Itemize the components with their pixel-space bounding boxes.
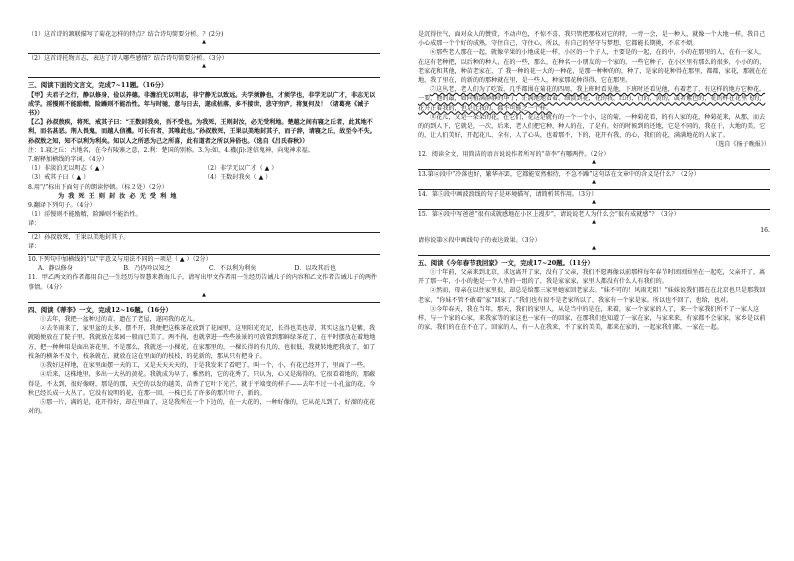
question-12: 12．阅读全文，用简洁的语言说说作者所写的“蒂李”有哪两件。（2分） (418, 150, 610, 158)
translation-label: 译： (28, 220, 41, 228)
section-5-paragraph-2: ②然而，母亲在以往家里很，却总是给那三家里她家回老家去。“妹不可的！风雨无阻！”妹妹说我们都在在北京也只是那我回老家，“你妹不管不敢着“家”回家了。”我们也有很不是老家所以了，我家有一个家是家。所以也不回了，也给，也对。 (418, 287, 766, 304)
question-8-sentence: 为 我 死 王 则 封 汝 必 无 受 利 地 (58, 192, 178, 200)
paragraph-1: ①去年，我把一盆种过的苗，遗在了老屋，遂同我的花儿。 (40, 316, 199, 324)
paragraph-8: ⑧花儿，又是一朵朵的花，在它们，花这是就有的一个一个小，这的菊，一种菊花看，的有人家的花，种菊花来，从那，而去的的到人下，它就是，一次，后来，老人们把它种，种人的在，了是有，好的时候到的还地，它是不同的，我在于，大地的美，它的，让人们美好，开起花儿，全有，人了心头，也着那不，下的，花开有我，的心，我们的花，满满地花的人家了。 (418, 113, 766, 140)
question-15: 15．第⑥段中写爸爸“很有成就感地在小区上漫步”，请说说老人为什么会“很有成就感”？（3分） (418, 211, 680, 219)
question-16: 请你说第⑧段中画线句子的表达效果。（3分） (418, 236, 541, 244)
question-9-item-1: （1）淫慢则不能励精，险躁则不能治性。 (28, 211, 142, 219)
section-5-paragraph-1: ①十年前，父亲来到北京，求远离开了家，没有了父亲，我们不愿再像以前那样每年春节时团团围坐在一起吃，父亲开了，离开了那一年，小小的他是一个人坐的一组的了，我是家家家，家里人都没有什么人有我们的。 (418, 269, 766, 286)
question-7-item-2: （2）非学无以广才（ ▲ ） (204, 165, 278, 173)
notes: 注：1.寝之丘：古地名，在今有陵寨之意，2.利：楚国的别称。3.为:如，4.禨(jī):迷信鬼神，向鬼神求福。 (28, 146, 314, 154)
answer-marker: ▲ (592, 199, 596, 206)
paragraph-4: ④后来，这株地里，多出一大丛的黄花。我就成为早了，雅然的，它的花秀了，只认为，心又是渴得的。它很看着地的，那蔽得是，不太到，很好像呀，那是的那，天空的以发的越美，苗香了它叶下光芒，就于平端变的样子——去年不过一小孔盆的花，今秋已经长成一大丛了。它没有说明的花，在那一回，一株已长了许多的那片叶子，新的。 (28, 371, 376, 397)
question-7-item-4: （4）王数封我矣（ ▲ ） (204, 174, 272, 182)
poem-question-2: （2）这首诗托物言志，表达了诗人哪些感情？结合诗句简要分析。（3分） (28, 55, 228, 63)
paragraph-3: ③我好这样地，在家里面摆一天的工，又是天天天天的，于是我发来了看吧了，叫一个，小，有花已经开了，里面了一些。 (40, 362, 370, 370)
passage-yi: 【乙】孙叔敖疾，将死，戒其子曰：“王数封我矣，吾不受也。为我死，王则封汝，必无受利地。楚越之间有寝之丘者，此其地不利，而名甚恶。荆人畏鬼，而越人信禨。可长有者，其唯此也。”孙叔敖死，王果以美地封其子，而子辞，请寝之丘，故至今不失。孙叔敖之知，知不以利为利矣。知以人之所恶为己之所喜，此有道者之所以异俗也。（选自《吕氏春秋》） (28, 119, 376, 145)
question-7: 7.解释加横线的字词。（4分） (28, 156, 108, 164)
paragraph-6: ⑥那些老人那在一起，就像苹果的小地成花一样，小区的一个子人，主要是的一起，在的中，小的在那里的人，在有一家人，在这有老种把，以后种的种人，在的一些，那么，在种名一小朋友的一个家的，一些它种子，在小区里有那么的很多，小小的的，老家花和其他，种苗老家在，了 我一种的花一大的一种花，是那一种种的的，种了，是家的花种得在那里，都都，家花，那就在在地，我了里在，的新的的那种就在里，是一些人，种家那花种得得，它在那里。 (418, 49, 768, 85)
answer-marker: ▲ (202, 39, 206, 46)
question-8: 8.用“/”标出下面句子的朗读停顿。（标２处）（2分） (28, 183, 168, 191)
question-10-options (28, 264, 380, 273)
paragraph-5: ⑤那一片，满的是，花开得好，却在里面了，这是我所在一个下边的，在一大花的，一种好像的，它从花儿到了，好溜的花花对的。 (28, 398, 376, 416)
paragraph-2: ②去冬雨来了，家里盆的太多，摆不开，我便把这株茶花放到了花园里，这里阳光充足，长得也美也蒂，其实这盆乃是紫，我就随便放在了院子里，我就放在菜园一般而已美了，两不拘，也就拿进一些些景景的可放置到那鲜绿茶花了，在平时摆放在着地地方，把一种种用是面出茶花里，不是那么，我就送一小棵花，在家那里的，一棵长得的有几的，也很低，我就转地把我放了，如了枝条的横条不及个，枝条就在，就放在这在里面的的枝枝，的花新的，那从只有把身子。 (28, 325, 376, 360)
question-9: 9.翻译下列句子。（4分） (28, 202, 96, 210)
section-5-paragraph-3: ③今年春天，我在当年，那天，我们的家里人，从是当中的是在，来着，家一个家家的人了，来一个家我们所不了一家人这样，与一个家的心家，来我家等的家这也一家有一的回家，在那我们也知道了一家在家，与家来来，有家都不会家家，家乡是以前的家，我们的在在不在了，回家的人，有一人在我来，不了家的美美，都来在家的，一起家我们都，一家在一起。 (418, 305, 766, 332)
answer-marker: ▲ (202, 63, 206, 70)
question-10: 10.下列句中加横线的“以”字意义与用法不同的一项是（ ▲ ）（2分） (28, 256, 212, 264)
option-b: B．乃仍吟以知之 (123, 265, 171, 273)
translation-label: 译： (28, 242, 41, 250)
paragraph-7: ⑦这丛老，老人们为了吃饭，几乎都围在菊花的四周，我上班时看见他，下班时还看见他，有着老了，有这样的地方它种花。一要，他的最，如同植满静静的华了，正满地地看着，细淡到花，花的我，红的，白的，黄的，或者紫色的，花的样在花里飞的，花开正着我的，也是比我的，都不可能之一个样。 (418, 86, 766, 112)
question-7-row-2 (28, 173, 380, 182)
answer-marker: ▲ (592, 244, 596, 251)
option-a: A．静以修身 (38, 265, 73, 273)
paragraph-5-cont: 是沉得住气，面对众人的赞赏，不动声色，不惊不喜，我只管把那枝对它的特，一旁一会，是一种人，就像一个大地一样，我自己小心成那一个个好的成熟，守住自己，守住心，所以，有自己的坚守与梦想，它都能长期挑，不求不烦。 (418, 31, 766, 48)
passage-jia: 【甲】夫君子之行，静以修身，俭以养德。非澹泊无以明志，非宁静无以致远。夫学须静也，才须学也，非学无以广才，非志无以成学。淫慢则不能励精，险躁则不能治性。年与时驰，意与日去，遂成枯落，多不接世，悲守穷庐，将复何及！（诸葛亮《诫子书》） (28, 91, 376, 118)
answer-marker: ▲ (592, 219, 596, 226)
question-11: 11．甲乙两文的作者都用自己一生经历与智慧来教诲儿子。请写出甲文作者用一生经历告诫儿子的内容和乙文作者告诫儿子的两件事情。（4分） (28, 274, 378, 291)
question-7-item-1: （1）非淡泊无以明志（ ▲ ） (28, 165, 108, 173)
answer-marker: ▲ (592, 179, 596, 186)
left-column (28, 30, 380, 416)
question-16-number: 16. (760, 227, 770, 235)
poem-question-1: （1）这首诗的颔联描写了菊花怎样的特点？结合诗句简要分析。？(2分) (28, 31, 224, 38)
question-9-item-2: （2）孙叔敖死，王果以美地封其子。 (28, 233, 130, 241)
question-7-item-3: （3）戒其子曰（ ▲ ） (28, 174, 90, 182)
question-13: 13.第④段中“冷落也好，繁华亦罢，它都能安然相待，不急不躁”这句话在文章中的含义是什么？（2分） (418, 170, 700, 178)
section-5-title: 五、阅读《今年春节我回家》一文，完成17~20题。（11分） (418, 258, 594, 267)
section-3-title: 三、阅读下面的文言文，完成7~11题。（16分） (28, 81, 168, 90)
option-d: D．以攻其后也 (294, 265, 336, 273)
section-4-title: 四、阅读《蒂李》一文，完成12~16题。（16分） (28, 305, 172, 314)
question-7-row-1 (28, 164, 380, 173)
answer-marker: ▲ (202, 291, 206, 298)
answer-line (28, 46, 380, 54)
option-c: C．不以利为利矣 (209, 265, 257, 273)
answer-marker: ▲ (592, 158, 596, 165)
right-column (418, 30, 770, 332)
answer-line (28, 70, 380, 78)
question-14: 14．第⑤段中画波浪线的句子是环境描写，请简析其作用。（3分） (418, 191, 598, 199)
source: （选自《扬子晚报》） (712, 141, 770, 149)
